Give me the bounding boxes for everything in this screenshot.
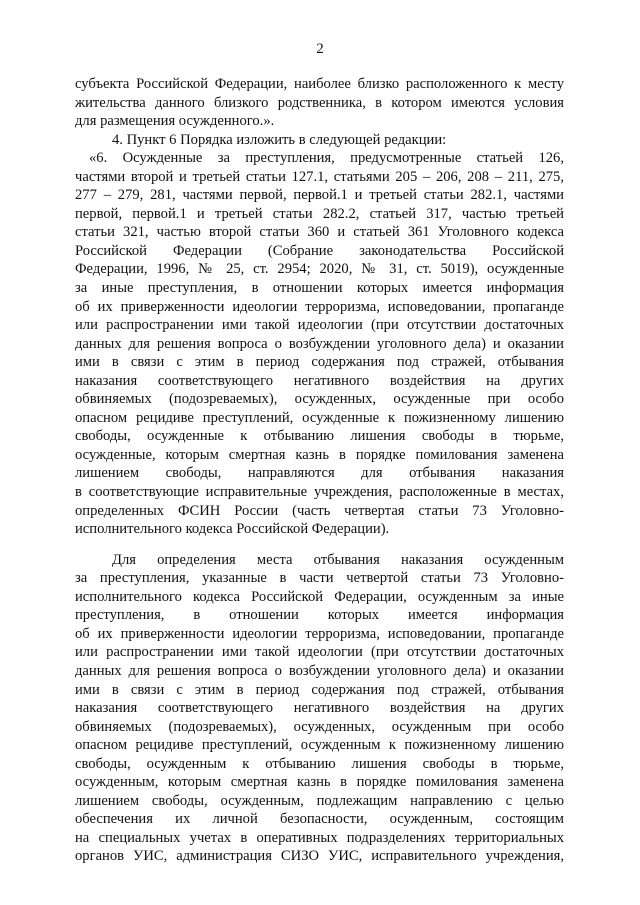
text-line: или распространении ими такой идеологии (при отсутствии достаточных xyxy=(75,644,564,661)
text-line: для размещения осужденного.». xyxy=(75,113,275,130)
text-line: Российской Федерации (Собрание законодательства Российской xyxy=(75,242,564,259)
document-body xyxy=(75,75,564,866)
text-line: об их приверженности идеологии терроризма, исповедовании, пропаганде xyxy=(75,298,564,315)
text-line: 4. Пункт 6 Порядка изложить в следующей редакции: xyxy=(112,131,447,148)
text-line: данных для решения вопроса о возбуждении уголовного дела) и оказании xyxy=(75,335,564,352)
text-line: Для определения места отбывания наказания осужденным xyxy=(112,551,564,568)
text-line: обвиняемых (подозреваемых), осужденных, осужденные при особо xyxy=(75,391,564,408)
text-line: в соответствующие исправительные учреждения, расположенные в местах, xyxy=(75,484,564,501)
text-line: лишением свободы, осужденным, подлежащим направлению с целью xyxy=(75,792,564,809)
text-line: или распространении ими такой идеологии (при отсутствии достаточных xyxy=(75,317,564,334)
text-line: свободы, осужденным к отбыванию лишения свободы в тюрьме, xyxy=(75,755,564,772)
text-line: на специальных учетах в оперативных подразделениях территориальных xyxy=(75,829,564,846)
text-line: наказания соответствующего негативного воздействия на других xyxy=(75,700,564,717)
text-line: субъекта Российской Федерации, наиболее близко расположенного к месту xyxy=(75,76,564,92)
text-line: органов УИС, администрация СИЗО УИС, исправительного учреждения, xyxy=(75,848,564,865)
text-line: за преступления, указанные в части четвертой статьи 73 Уголовно- xyxy=(75,570,564,587)
text-line: исполнительного кодекса Российской Федерации, осужденным за иные xyxy=(75,588,564,605)
text-line: ими в связи с этим в период содержания под стражей, отбывания xyxy=(75,354,564,371)
text-line: данных для решения вопроса о возбуждении уголовного дела) и оказании xyxy=(75,662,564,679)
text-line: Федерации, 1996, № 25, ст. 2954; 2020, № 31, ст. 5019), осужденные xyxy=(75,261,564,278)
text-line: обвиняемых (подозреваемых), осужденных, осужденным при особо xyxy=(75,718,564,735)
page-number: 2 xyxy=(316,41,324,57)
text-line: свободы, осужденные к отбыванию лишения свободы в тюрьме, xyxy=(75,428,564,445)
text-line: обеспечения их личной безопасности, осужденным, состоящим xyxy=(75,811,564,828)
text-line: «6. Осужденные за преступления, предусмотренные статьей 126, xyxy=(89,150,564,167)
text-line: жительства данного близкого родственника, в котором имеются условия xyxy=(75,94,564,111)
text-line: исполнительного кодекса Российской Федерации). xyxy=(75,521,390,538)
text-line: преступления, в отношении которых имеется информация xyxy=(75,607,564,624)
text-line: наказания соответствующего негативного воздействия на других xyxy=(75,372,564,389)
text-line: лишением свободы, направляются для отбывания наказания xyxy=(75,465,564,482)
text-line: определенных ФСИН России (часть четвертая статьи 73 Уголовно- xyxy=(75,502,564,519)
text-line: первой, первой.1 и третьей статьи 282.2, статьей 317, частью третьей xyxy=(75,205,564,222)
text-line: осужденные, которым смертная казнь в порядке помилования заменена xyxy=(75,446,564,463)
text-line: 277 – 279, 281, частями первой, первой.1 и третьей статьи 282.1, частями xyxy=(75,187,564,204)
text-line: частями второй и третьей статьи 127.1, статьями 205 – 206, 208 – 211, 275, xyxy=(75,168,564,185)
text-line: осужденным, которым смертная казнь в порядке помилования заменена xyxy=(75,774,564,791)
text-line: за иные преступления, в отношении которых имеется информация xyxy=(75,280,564,297)
text-line: опасном рецидиве преступлений, осужденным к пожизненному лишению xyxy=(75,737,564,754)
text-line: об их приверженности идеологии терроризма, исповедовании, пропаганде xyxy=(75,625,564,642)
text-line: ими в связи с этим в период содержания под стражей, отбывания xyxy=(75,681,564,698)
text-line: статьи 321, частью второй статьи 360 и статьей 361 Уголовного кодекса xyxy=(75,224,564,241)
text-line: опасном рецидиве преступлений, осужденные к пожизненному лишению xyxy=(75,409,564,426)
